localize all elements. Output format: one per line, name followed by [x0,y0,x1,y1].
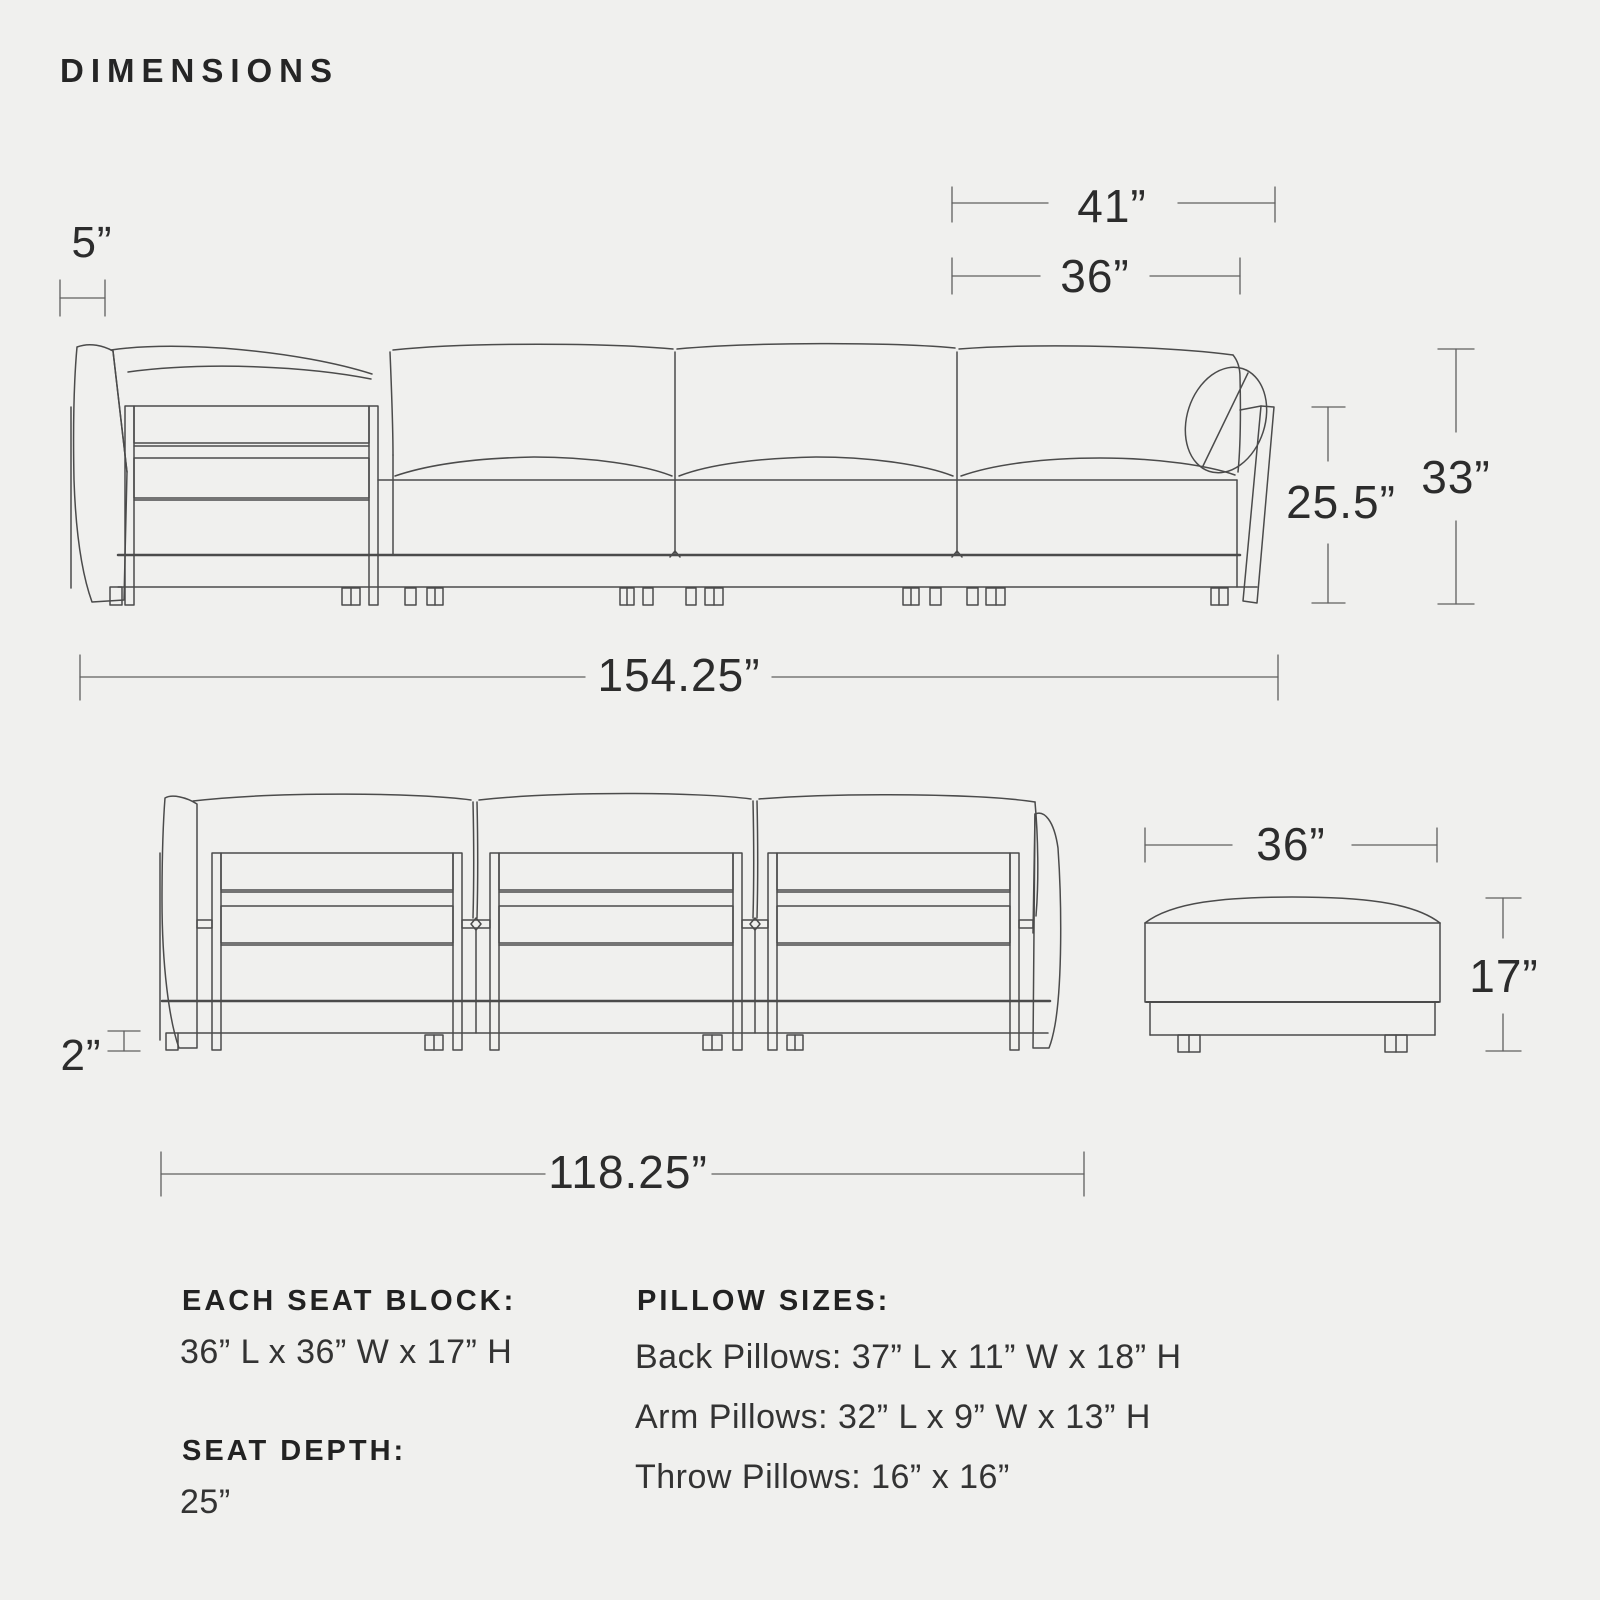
seat-block-value: 36” L x 36” W x 17” H [180,1333,513,1371]
sofa-back-view-drawing [160,794,1061,1051]
back-view-base [162,1001,1050,1033]
right-wing-arm [1240,406,1274,603]
page-title: DIMENSIONS [60,52,340,89]
seat-depth-heading: SEAT DEPTH: [182,1435,407,1467]
left-wing-arm [71,345,127,605]
back-view-connectors [197,918,1033,1033]
ottoman-dimension-lines [1145,828,1521,1051]
back-view-legs [425,1035,803,1050]
dim-label-ottoman-width: 36” [1256,818,1326,870]
back-view-cushions [193,794,1038,919]
sofa-base [118,480,1257,587]
dim-label-leg-height: 2” [60,1031,102,1080]
ottoman-drawing [1145,897,1440,1052]
dim-label-total-height: 33” [1421,451,1491,503]
back-view-frame-posts [212,853,1019,1050]
dim-line-leg-height [108,1031,140,1051]
dim-label-arm-width: 5” [71,218,113,267]
sofa-front-view-drawing [71,344,1280,605]
seat-block-heading: EACH SEAT BLOCK: [182,1285,517,1317]
dim-label-total-length: 154.25” [597,649,761,701]
corner-back-cushion [111,346,372,379]
dim-label-ottoman-height: 17” [1469,950,1539,1002]
pillow-size-back: Back Pillows: 37” L x 11” W x 18” H [635,1338,1182,1376]
ottoman-legs [1178,1035,1407,1052]
dim-label-seat-back-height: 25.5” [1286,476,1396,528]
back-view-frame-rails [221,853,1010,945]
dim-label-back-total-length: 118.25” [548,1146,708,1198]
back-view-left-wing [160,796,197,1050]
front-view-legs [342,588,1228,605]
back-cushions [390,344,1240,554]
seat-cushions [378,457,1237,557]
pillow-size-arm: Arm Pillows: 32” L x 9” W x 13” H [635,1398,1151,1436]
pillow-sizes-heading: PILLOW SIZES: [637,1285,891,1317]
seat-depth-value: 25” [180,1483,231,1521]
corner-module-frame [125,406,378,605]
dim-label-corner-module-width: 41” [1077,180,1147,232]
dim-line-arm-width [60,280,105,316]
pillow-size-throw: Throw Pillows: 16” x 16” [635,1458,1010,1496]
dim-label-seat-module-width: 36” [1060,250,1130,302]
